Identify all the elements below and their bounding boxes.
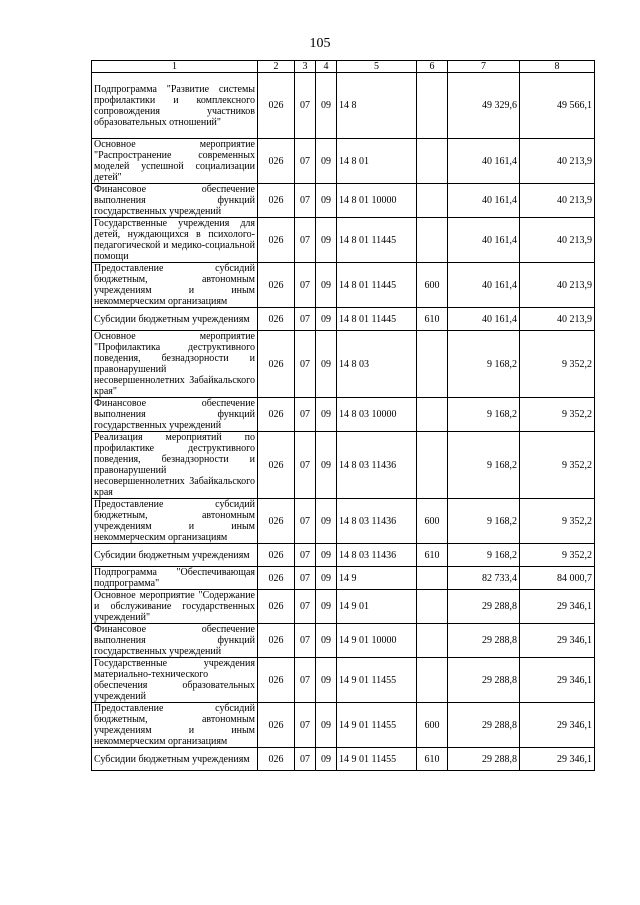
amount-col7-cell: 9 168,2 [448,544,520,567]
section-code-cell: 07 [295,624,316,658]
expense-type-cell [417,184,448,218]
ministry-code-cell: 026 [258,748,295,771]
subsection-code-cell: 09 [316,184,337,218]
section-code-cell: 07 [295,263,316,308]
target-article-cell: 14 9 01 10000 [337,624,417,658]
expense-type-cell: 610 [417,748,448,771]
target-article-cell: 14 9 01 11455 [337,703,417,748]
column-header: 7 [448,61,520,73]
expense-type-cell: 600 [417,499,448,544]
ministry-code-cell: 026 [258,218,295,263]
row-name-cell: Субсидии бюджетным учреждениям [92,308,258,331]
amount-col8-cell: 9 352,2 [520,544,595,567]
subsection-code-cell: 09 [316,544,337,567]
section-code-cell: 07 [295,567,316,590]
subsection-code-cell: 09 [316,73,337,139]
ministry-code-cell: 026 [258,658,295,703]
subsection-code-cell: 09 [316,590,337,624]
expense-type-cell: 600 [417,703,448,748]
expense-type-cell [417,624,448,658]
amount-col8-cell: 84 000,7 [520,567,595,590]
subsection-code-cell: 09 [316,263,337,308]
expense-type-cell [417,567,448,590]
section-code-cell: 07 [295,432,316,499]
row-name-cell: Финансовое обеспечение выполнения функций государственных учреждений [92,624,258,658]
section-code-cell: 07 [295,218,316,263]
subsection-code-cell: 09 [316,308,337,331]
subsection-code-cell: 09 [316,748,337,771]
amount-col8-cell: 40 213,9 [520,308,595,331]
section-code-cell: 07 [295,544,316,567]
ministry-code-cell: 026 [258,139,295,184]
amount-col7-cell: 82 733,4 [448,567,520,590]
ministry-code-cell: 026 [258,73,295,139]
amount-col7-cell: 9 168,2 [448,432,520,499]
target-article-cell: 14 8 01 11445 [337,263,417,308]
amount-col7-cell: 9 168,2 [448,331,520,398]
expense-type-cell: 610 [417,308,448,331]
row-name-cell: Субсидии бюджетным учреждениям [92,748,258,771]
row-name-cell: Субсидии бюджетным учреждениям [92,544,258,567]
table-row [92,590,595,624]
expense-type-cell [417,331,448,398]
target-article-cell: 14 8 01 10000 [337,184,417,218]
target-article-cell: 14 8 03 [337,331,417,398]
amount-col8-cell: 29 346,1 [520,658,595,703]
table-row [92,748,595,771]
target-article-cell: 14 8 01 11445 [337,308,417,331]
target-article-cell: 14 8 03 11436 [337,499,417,544]
row-name-cell: Основное мероприятие "Содержание и обслуживание государственных учреждений" [92,590,258,624]
amount-col7-cell: 29 288,8 [448,590,520,624]
expense-type-cell [417,139,448,184]
amount-col7-cell: 29 288,8 [448,703,520,748]
table-row [92,567,595,590]
target-article-cell: 14 9 [337,567,417,590]
amount-col7-cell: 40 161,4 [448,184,520,218]
row-name-cell: Финансовое обеспечение выполнения функций государственных учреждений [92,184,258,218]
amount-col7-cell: 40 161,4 [448,218,520,263]
amount-col8-cell: 29 346,1 [520,703,595,748]
table-row [92,308,595,331]
table-row [92,139,595,184]
row-name-cell: Основное мероприятие "Профилактика деструктивного поведения, безнадзорности и правонарушений несовершеннолетних Забайкальского края" [92,331,258,398]
amount-col8-cell: 29 346,1 [520,748,595,771]
table-row [92,263,595,308]
target-article-cell: 14 8 [337,73,417,139]
column-header: 3 [295,61,316,73]
row-name-cell: Реализация мероприятий по профилактике деструктивного поведения, безнадзорности и правонарушений несовершеннолетних Забайкальского края [92,432,258,499]
ministry-code-cell: 026 [258,184,295,218]
amount-col8-cell: 9 352,2 [520,499,595,544]
amount-col7-cell: 29 288,8 [448,748,520,771]
ministry-code-cell: 026 [258,263,295,308]
table-row [92,432,595,499]
page-number: 105 [309,36,331,51]
expense-type-cell [417,218,448,263]
target-article-cell: 14 8 03 10000 [337,398,417,432]
table-row [92,218,595,263]
section-code-cell: 07 [295,590,316,624]
target-article-cell: 14 8 01 [337,139,417,184]
amount-col8-cell: 9 352,2 [520,398,595,432]
section-code-cell: 07 [295,308,316,331]
expense-type-cell: 600 [417,263,448,308]
row-name-cell: Предоставление субсидий бюджетным, автономным учреждениям и иным некоммерческим организациям [92,499,258,544]
subsection-code-cell: 09 [316,331,337,398]
section-code-cell: 07 [295,73,316,139]
amount-col8-cell: 9 352,2 [520,432,595,499]
subsection-code-cell: 09 [316,139,337,184]
table-row [92,499,595,544]
table-row [92,703,595,748]
subsection-code-cell: 09 [316,499,337,544]
amount-col7-cell: 40 161,4 [448,263,520,308]
section-code-cell: 07 [295,658,316,703]
budget-table [91,60,595,771]
table-row [92,544,595,567]
table-row [92,658,595,703]
expense-type-cell: 610 [417,544,448,567]
row-name-cell: Основное мероприятие "Распространение современных моделей успешной социализации детей" [92,139,258,184]
subsection-code-cell: 09 [316,703,337,748]
ministry-code-cell: 026 [258,590,295,624]
amount-col7-cell: 9 168,2 [448,398,520,432]
subsection-code-cell: 09 [316,432,337,499]
header-row [92,61,595,73]
amount-col7-cell: 29 288,8 [448,624,520,658]
section-code-cell: 07 [295,331,316,398]
section-code-cell: 07 [295,748,316,771]
section-code-cell: 07 [295,499,316,544]
amount-col8-cell: 40 213,9 [520,218,595,263]
amount-col8-cell: 40 213,9 [520,184,595,218]
table-row [92,624,595,658]
ministry-code-cell: 026 [258,432,295,499]
expense-type-cell [417,398,448,432]
section-code-cell: 07 [295,184,316,218]
column-header: 5 [337,61,417,73]
amount-col7-cell: 9 168,2 [448,499,520,544]
section-code-cell: 07 [295,398,316,432]
amount-col8-cell: 29 346,1 [520,624,595,658]
column-header: 2 [258,61,295,73]
table-row [92,73,595,139]
target-article-cell: 14 9 01 11455 [337,748,417,771]
column-header: 6 [417,61,448,73]
ministry-code-cell: 026 [258,624,295,658]
row-name-cell: Подпрограмма "Развитие системы профилактики и комплексного сопровождения участников образовательных отношений" [92,73,258,139]
ministry-code-cell: 026 [258,499,295,544]
row-name-cell: Государственные учреждения материально-технического обеспечения образовательных учреждений [92,658,258,703]
column-header: 8 [520,61,595,73]
ministry-code-cell: 026 [258,567,295,590]
subsection-code-cell: 09 [316,398,337,432]
amount-col8-cell: 9 352,2 [520,331,595,398]
target-article-cell: 14 9 01 [337,590,417,624]
row-name-cell: Государственные учреждения для детей, нуждающихся в психолого-педагогической и медико-социальной помощи [92,218,258,263]
ministry-code-cell: 026 [258,544,295,567]
amount-col8-cell: 29 346,1 [520,590,595,624]
column-header: 1 [92,61,258,73]
amount-col7-cell: 40 161,4 [448,308,520,331]
target-article-cell: 14 8 03 11436 [337,544,417,567]
section-code-cell: 07 [295,703,316,748]
amount-col7-cell: 40 161,4 [448,139,520,184]
subsection-code-cell: 09 [316,218,337,263]
target-article-cell: 14 9 01 11455 [337,658,417,703]
ministry-code-cell: 026 [258,308,295,331]
table-row [92,398,595,432]
ministry-code-cell: 026 [258,703,295,748]
row-name-cell: Предоставление субсидий бюджетным, автономным учреждениям и иным некоммерческим организациям [92,703,258,748]
expense-type-cell [417,432,448,499]
subsection-code-cell: 09 [316,567,337,590]
target-article-cell: 14 8 01 11445 [337,218,417,263]
subsection-code-cell: 09 [316,658,337,703]
table-row [92,184,595,218]
row-name-cell: Финансовое обеспечение выполнения функций государственных учреждений [92,398,258,432]
column-header: 4 [316,61,337,73]
expense-type-cell [417,658,448,703]
section-code-cell: 07 [295,139,316,184]
expense-type-cell [417,590,448,624]
subsection-code-cell: 09 [316,624,337,658]
ministry-code-cell: 026 [258,331,295,398]
row-name-cell: Предоставление субсидий бюджетным, автономным учреждениям и иным некоммерческим организациям [92,263,258,308]
row-name-cell: Подпрограмма "Обеспечивающая подпрограмма" [92,567,258,590]
table-row [92,331,595,398]
amount-col8-cell: 40 213,9 [520,263,595,308]
expense-type-cell [417,73,448,139]
ministry-code-cell: 026 [258,398,295,432]
amount-col8-cell: 40 213,9 [520,139,595,184]
amount-col8-cell: 49 566,1 [520,73,595,139]
amount-col7-cell: 29 288,8 [448,658,520,703]
target-article-cell: 14 8 03 11436 [337,432,417,499]
amount-col7-cell: 49 329,6 [448,73,520,139]
